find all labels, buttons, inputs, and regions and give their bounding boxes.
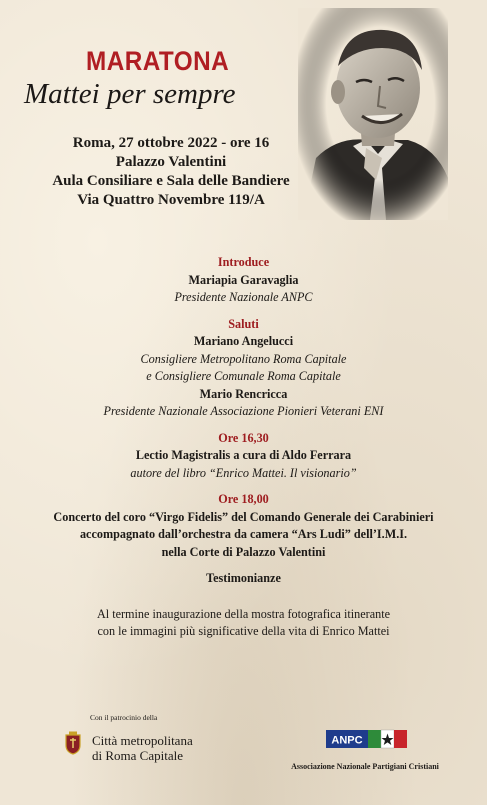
event-details — [46, 134, 296, 210]
saluti-speaker2-role: Presidente Nazionale Associazione Pionieri Veterani ENI — [103, 404, 384, 418]
city-line2: di Roma Capitale — [92, 748, 183, 763]
introduce-role: Presidente Nazionale ANPC — [174, 290, 313, 304]
anpc-name: Associazione Nazionale Partigiani Cristiani — [291, 762, 439, 771]
event-address-line: Via Quattro Novembre 119/A — [77, 192, 265, 208]
patronage-label: Con il patrocinio della — [90, 713, 158, 722]
saluti-speaker1-name: Mariano Angelucci — [193, 334, 294, 348]
concert-line2: accompagnato dall’orchestra da camera “Ars Ludi” dell’I.M.I. — [79, 527, 408, 541]
event-date-line: Roma, 27 ottobre 2022 - ore 16 — [72, 135, 270, 151]
anpc-logo-icon — [326, 728, 408, 752]
concert-time: Ore 18,00 — [218, 492, 269, 506]
program — [0, 254, 487, 641]
lectio-note: autore del libro “Enrico Mattei. Il visionario” — [130, 465, 357, 480]
city-crest-icon — [64, 731, 82, 755]
city-name — [92, 733, 193, 763]
lectio-title: Lectio Magistralis a cura di Aldo Ferrara — [135, 448, 352, 462]
closing-line2: con le immagini più significative della vita di Enrico Mattei — [97, 624, 390, 638]
event-subtitle: Mattei per sempre — [24, 78, 236, 110]
event-title: MARATONA — [86, 46, 230, 76]
concert-line1: Concerto del coro “Virgo Fidelis” del Comando Generale dei Carabinieri — [53, 509, 434, 524]
portrait-photo — [298, 8, 448, 220]
introduce-name: Mariapia Garavaglia — [188, 272, 299, 287]
concert-line3: nella Corte di Palazzo Valentini — [161, 544, 326, 559]
city-line1: Città metropolitana — [92, 733, 193, 748]
saluti-speaker1-role-line2: e Consigliere Comunale Roma Capitale — [146, 369, 341, 383]
event-venue-line: Palazzo Valentini — [115, 154, 227, 170]
lectio-time: Ore 16,30 — [218, 430, 269, 445]
event-room-line: Aula Consiliare e Sala delle Bandiere — [52, 173, 290, 189]
introduce-heading: Introduce — [217, 255, 270, 269]
saluti-heading: Saluti — [228, 316, 259, 331]
anpc-logo-text: ANPC — [331, 734, 363, 747]
saluti-speaker2-name: Mario Rencricca — [199, 386, 288, 401]
closing-line1: Al termine inaugurazione della mostra fotografica itinerante — [96, 606, 391, 621]
saluti-speaker1-role-line1: Consigliere Metropolitano Roma Capitale — [140, 351, 347, 366]
testimonianze-heading: Testimonianze — [206, 571, 281, 585]
